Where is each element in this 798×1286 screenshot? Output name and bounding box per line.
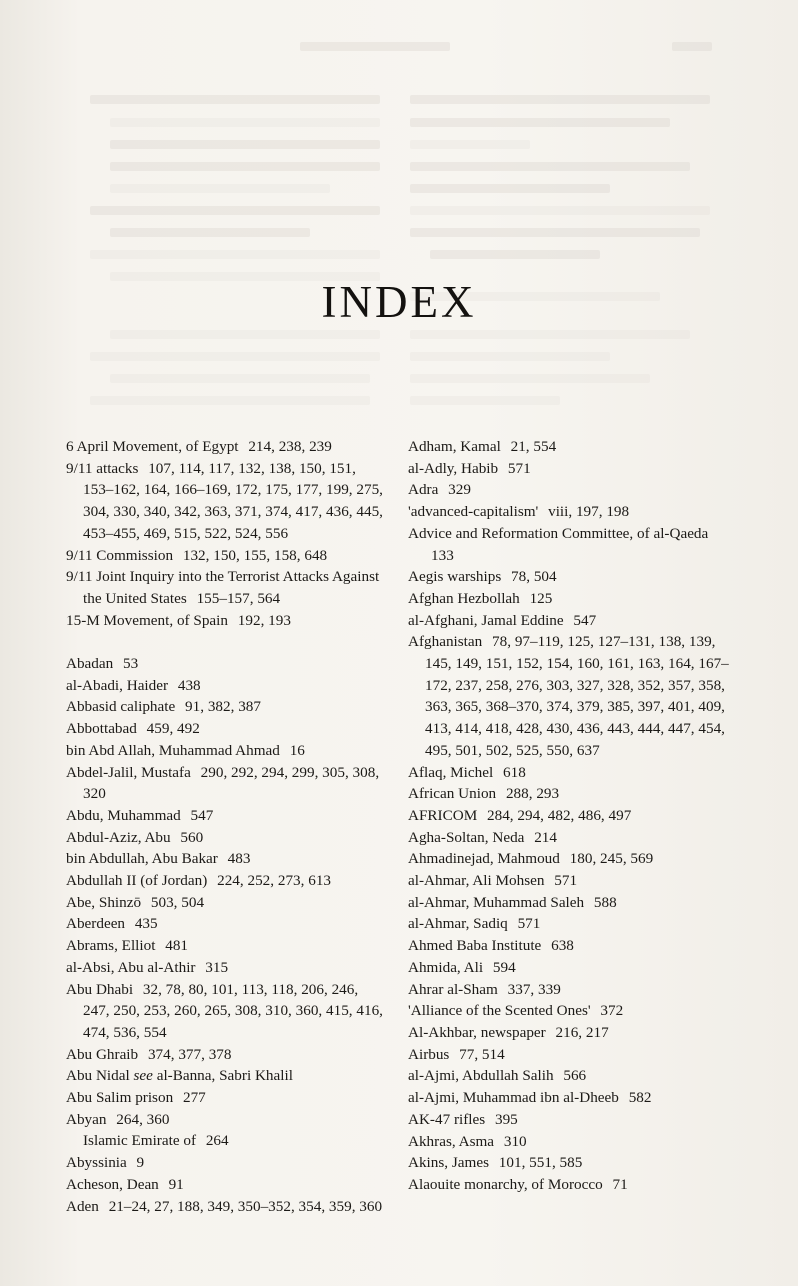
index-term: Abdul-Aziz, Abu [66, 828, 171, 846]
index-entry [66, 762, 388, 805]
index-term: Akhras, Asma [408, 1132, 495, 1150]
index-entry [408, 458, 738, 480]
index-term: Abadan [66, 655, 114, 673]
index-entry [408, 957, 738, 979]
index-term: Abdel-Jalil, Mustafa [66, 763, 191, 781]
index-entry [66, 566, 388, 609]
index-term: Abbasid caliphate [66, 698, 176, 716]
index-page-refs: 374, 377, 378 [147, 1045, 232, 1063]
index-page-refs: 264, 360 [116, 1110, 170, 1128]
index-page-refs: 71 [612, 1175, 628, 1193]
index-entry [408, 1087, 738, 1109]
index-entry [408, 913, 738, 935]
index-entry [66, 848, 388, 870]
index-page-refs: 9 [136, 1154, 145, 1172]
index-entry [66, 1174, 388, 1196]
index-entry [66, 610, 388, 632]
index-entry [66, 957, 388, 979]
index-page-refs: 638 [551, 937, 574, 955]
index-term: 15-M Movement, of Spain [66, 611, 228, 629]
index-entry [66, 892, 388, 914]
index-entry [66, 935, 388, 957]
index-entry [408, 501, 738, 523]
index-page-refs: 91 [168, 1175, 184, 1193]
index-entry [66, 436, 388, 458]
index-entry [408, 588, 738, 610]
index-page-refs: 132, 150, 155, 158, 648 [182, 546, 328, 564]
index-entry [408, 848, 738, 870]
index-entry [408, 1065, 738, 1087]
index-entry [66, 1152, 388, 1174]
index-entry [408, 827, 738, 849]
index-term: 6 April Movement, of Egypt [66, 438, 239, 455]
index-term: al-Adly, Habib [408, 459, 499, 477]
index-entry [66, 696, 388, 718]
index-page-refs: 547 [190, 806, 214, 824]
index-entry [66, 740, 388, 762]
index-entry [66, 827, 388, 849]
index-entry [408, 1000, 738, 1022]
index-entry [66, 675, 388, 697]
index-term: Afghan Hezbollah [408, 589, 520, 607]
index-page-refs: viii, 197, 198 [548, 503, 630, 521]
index-term: Akins, James [408, 1154, 489, 1172]
index-term: Abu Salim prison [66, 1089, 174, 1107]
index-term: Aegis warships [408, 568, 502, 586]
index-term: Abu Ghraib [66, 1045, 139, 1063]
index-column-right [408, 436, 738, 1196]
index-entry [66, 653, 388, 675]
index-page-refs: 571 [507, 459, 531, 477]
index-page-refs: 459, 492 [146, 720, 200, 738]
index-entry [66, 458, 388, 545]
index-term: 9/11 attacks [66, 459, 139, 477]
index-entry [408, 566, 738, 588]
index-page-refs: 481 [165, 937, 189, 955]
index-page-refs: 21, 554 [510, 438, 557, 455]
index-entry [408, 1152, 738, 1174]
index-page-refs: 571 [554, 872, 578, 890]
index-page-refs: 290, 292, 294, 299, 305, 308, 320 [83, 763, 380, 803]
index-entry [66, 913, 388, 935]
index-term: Afghanistan [408, 633, 483, 651]
index-page-refs: 566 [563, 1067, 587, 1085]
index-entry [408, 935, 738, 957]
index-page-refs: 618 [503, 763, 526, 781]
index-entry [66, 718, 388, 740]
index-term: Adra [408, 481, 439, 499]
index-term: Adham, Kamal [408, 438, 501, 455]
index-page-refs: 438 [177, 676, 201, 694]
index-term: Ahrar al-Sham [408, 980, 498, 998]
index-term: Alaouite monarchy, of Morocco [408, 1175, 603, 1193]
index-term: AK-47 rifles [408, 1110, 486, 1128]
index-term: Advice and Reformation Committee, of al-Qaeda [408, 524, 709, 542]
index-page-refs: 395 [494, 1110, 518, 1128]
index-entry [408, 1131, 738, 1153]
index-entry [66, 870, 388, 892]
index-page-refs: 125 [529, 589, 553, 607]
see-reference: see [133, 1067, 153, 1085]
index-column-left [66, 436, 388, 1217]
index-term: Aden [66, 1197, 99, 1215]
index-page-refs: 32, 78, 80, 101, 113, 118, 206, 246, 247, 250, 253, 260, 265, 308, 310, 360, 415, 416, 474, 536, 554 [83, 980, 383, 1041]
index-entry [66, 1196, 388, 1218]
index-page-refs: 78, 504 [511, 568, 557, 586]
index-page-refs: 288, 293 [505, 785, 560, 803]
index-page-refs: 315 [205, 958, 229, 976]
index-page-refs: 77, 514 [459, 1045, 505, 1063]
index-entry [66, 1065, 388, 1087]
index-page-refs: 337, 339 [507, 980, 561, 998]
index-term: 'Alliance of the Scented Ones' [408, 1002, 591, 1020]
index-page-refs: 372 [600, 1002, 624, 1020]
index-entry [408, 610, 738, 632]
index-term: African Union [408, 785, 497, 803]
index-term: Acheson, Dean [66, 1175, 159, 1193]
index-term: al-Afghani, Jamal Eddine [408, 611, 564, 629]
index-page-refs: 216, 217 [555, 1023, 609, 1041]
index-term: Ahmida, Ali [408, 958, 484, 976]
index-term: Ahmadinejad, Mahmoud [408, 850, 560, 868]
index-term: 'advanced-capitalism' [408, 503, 539, 521]
index-term: 9/11 Commission [66, 546, 174, 564]
index-term: Aberdeen [66, 915, 126, 933]
see-target: al-Banna, Sabri Khalil [156, 1067, 293, 1085]
index-page-refs: 16 [289, 741, 305, 759]
index-page-refs: 133 [431, 546, 454, 564]
index-entry [408, 870, 738, 892]
index-term: bin Abdullah, Abu Bakar [66, 850, 218, 868]
index-page-refs: 21–24, 27, 188, 349, 350–352, 354, 359, 360 [108, 1197, 383, 1215]
index-entry [408, 479, 738, 501]
index-page-refs: 483 [227, 850, 251, 868]
index-term: Islamic Emirate of [83, 1132, 197, 1150]
index-entry [66, 979, 388, 1044]
index-page-refs: 435 [134, 915, 158, 933]
index-term: Abyan [66, 1110, 107, 1128]
index-entry [66, 1087, 388, 1109]
index-term: 9/11 Joint Inquiry into the Terrorist Attacks Against the United States [66, 568, 380, 607]
index-term: Abyssinia [66, 1154, 127, 1172]
page-title: INDEX [321, 277, 477, 327]
index-term: al-Ahmar, Sadiq [408, 915, 508, 933]
index-term: al-Ahmar, Muhammad Saleh [408, 893, 585, 911]
index-page-refs: 277 [182, 1089, 206, 1107]
index-term: al-Absi, Abu al-Athir [66, 958, 196, 976]
index-entry [408, 892, 738, 914]
index-page-refs: 101, 551, 585 [498, 1154, 583, 1172]
index-entry [408, 762, 738, 784]
index-page-refs: 53 [123, 655, 139, 673]
index-term: Abe, Shinzō [66, 893, 142, 911]
index-term: Abbottabad [66, 720, 137, 738]
index-term: Abdu, Muhammad [66, 806, 181, 824]
index-page-refs: 224, 252, 273, 613 [217, 872, 331, 890]
index-entry [66, 1044, 388, 1066]
index-page-refs: 180, 245, 569 [569, 850, 654, 868]
index-term: al-Ajmi, Abdullah Salih [408, 1067, 554, 1085]
index-term: Aflaq, Michel [408, 763, 494, 781]
index-page-refs: 284, 294, 482, 486, 497 [487, 806, 632, 824]
index-term: Abu Dhabi [66, 980, 134, 998]
index-entry [66, 805, 388, 827]
index-entry [408, 1044, 738, 1066]
index-page-refs: 571 [517, 915, 541, 933]
index-term: AFRICOM [408, 806, 478, 824]
index-entry [408, 631, 738, 761]
index-term: Abdullah II (of Jordan) [66, 872, 208, 890]
index-term: Agha-Soltan, Neda [408, 828, 525, 846]
index-term: al-Ajmi, Muhammad ibn al-Dheeb [408, 1089, 619, 1107]
index-entry [408, 1174, 738, 1196]
index-page-refs: 214, 238, 239 [248, 438, 332, 455]
index-entry [408, 1022, 738, 1044]
index-term: Ahmed Baba Institute [408, 937, 542, 955]
index-term: Abrams, Elliot [66, 937, 156, 955]
index-entry [66, 1109, 388, 1131]
index-page-refs: 560 [180, 828, 204, 846]
index-page-refs: 264 [205, 1132, 229, 1150]
index-page-refs: 155–157, 564 [196, 589, 281, 607]
index-page-refs: 192, 193 [237, 611, 291, 629]
index-entry [408, 523, 738, 566]
index-page-refs: 78, 97–119, 125, 127–131, 138, 139, 145, 149, 151, 152, 154, 160, 161, 163, 164, 167–172, 237, 258, 276, 303, 327, 328, 352, 357, 358, 363, 365, 368–370, 374, 379, 385, 397, 401, 409, 413, 414, 418, 428, 430, 436, 443, 444, 447, 454, 495, 501, 502, 525, 550, 637 [425, 633, 729, 759]
index-page-refs: 547 [573, 611, 597, 629]
index-term: al-Ahmar, Ali Mohsen [408, 872, 545, 890]
index-page-refs: 91, 382, 387 [185, 698, 261, 716]
index-page-refs: 214 [534, 828, 557, 846]
index-entry [66, 545, 388, 567]
index-page-refs: 588 [593, 893, 617, 911]
index-entry [408, 436, 738, 458]
index-page-refs: 503, 504 [150, 893, 205, 911]
index-page-refs: 582 [628, 1089, 652, 1107]
index-entry [408, 783, 738, 805]
index-term: bin Abd Allah, Muhammad Ahmad [66, 741, 280, 759]
index-page-refs: 310 [503, 1132, 527, 1150]
index-entry [408, 805, 738, 827]
index-entry [408, 1109, 738, 1131]
index-entry [66, 1130, 388, 1152]
index-term: Abu Nidal [66, 1067, 130, 1085]
index-term: Al-Akhbar, newspaper [408, 1023, 546, 1041]
index-page-refs: 594 [492, 958, 516, 976]
index-term: al-Abadi, Haider [66, 676, 169, 694]
index-page-refs: 329 [448, 481, 471, 499]
index-page-refs: 107, 114, 117, 132, 138, 150, 151, 153–162, 164, 166–169, 172, 175, 177, 199, 275, 304, 330, 340, 342, 363, 371, 374, 417, 436, 445, 453–455, 469, 515, 522, 524, 556 [83, 459, 383, 542]
index-term: Airbus [408, 1045, 450, 1063]
index-entry [408, 979, 738, 1001]
